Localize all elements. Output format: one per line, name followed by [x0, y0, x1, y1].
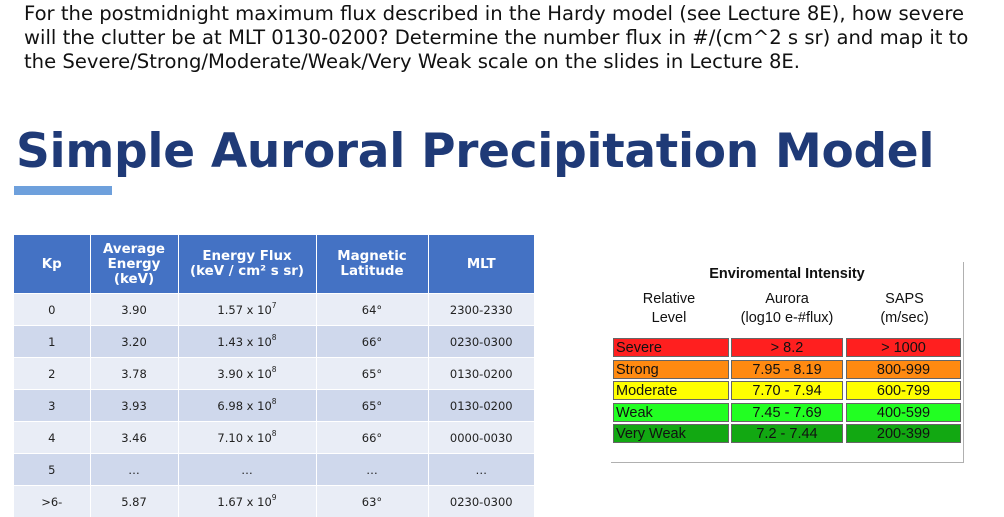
cell-kp: 0 [14, 294, 90, 326]
cell-latitude: 66° [316, 326, 428, 358]
cell-mlt: 0130-0200 [428, 358, 534, 390]
header-saps-line1: SAPS [885, 291, 924, 307]
cell-mlt: 2300-2330 [428, 294, 534, 326]
cell-energy: 3.20 [90, 326, 178, 358]
cell-flux [178, 294, 316, 326]
cell-mlt: … [428, 454, 534, 486]
cell-saps: 400-599 [846, 403, 961, 422]
header-energy-line1: Average [103, 242, 165, 257]
intensity-row-severe [613, 338, 963, 360]
cell-latitude: 65° [316, 358, 428, 390]
cell-aurora: 7.45 - 7.69 [731, 403, 843, 422]
header-magnetic-latitude [316, 235, 428, 294]
cell-flux [178, 454, 316, 486]
cell-latitude: 63° [316, 486, 428, 517]
header-energy-line2: Energy [108, 257, 161, 272]
header-mlt-label: MLT [467, 257, 496, 272]
cell-level: Weak [613, 403, 729, 422]
flux-mantissa: 1.43 x 10 [217, 335, 271, 349]
flux-mantissa: 1.57 x 10 [217, 303, 271, 317]
cell-level: Strong [613, 360, 729, 379]
header-relative-level [611, 290, 727, 328]
cell-latitude: 66° [316, 422, 428, 454]
header-flux-line1: Energy Flux [202, 249, 291, 264]
env-table-title: Enviromental Intensity [611, 266, 963, 282]
flux-mantissa: 3.90 x 10 [217, 367, 271, 381]
cell-kp: >6- [14, 486, 90, 517]
header-average-energy [90, 235, 178, 294]
cell-flux [178, 326, 316, 358]
cell-kp: 5 [14, 454, 90, 486]
table-row [14, 422, 534, 454]
header-aurora-line2: (log10 e-#flux) [741, 310, 834, 326]
header-mlt [428, 235, 534, 294]
flux-exponent: 9 [272, 493, 277, 502]
cell-saps: > 1000 [846, 338, 961, 357]
intensity-row-moderate [613, 381, 963, 403]
cell-saps: 200-399 [846, 424, 961, 443]
cell-level: Very Weak [613, 424, 729, 443]
cell-kp: 4 [14, 422, 90, 454]
env-rows [613, 338, 963, 446]
header-energy-line3: (keV) [114, 272, 154, 287]
cell-energy: 3.90 [90, 294, 178, 326]
cell-flux [178, 422, 316, 454]
cell-energy: 3.46 [90, 422, 178, 454]
flux-exponent: 7 [272, 301, 277, 310]
environmental-intensity-table [611, 262, 964, 463]
intensity-row-very-weak [613, 424, 963, 446]
flux-mantissa: … [241, 463, 253, 477]
header-level-line2: Level [652, 310, 687, 326]
cell-level: Severe [613, 338, 729, 357]
flux-exponent: 8 [272, 365, 277, 374]
table-row [14, 454, 534, 486]
cell-flux [178, 486, 316, 517]
cell-level: Moderate [613, 381, 729, 400]
flux-mantissa: 7.10 x 10 [217, 431, 271, 445]
slide-title: Simple Auroral Precipitation Model [16, 124, 934, 179]
title-underline [14, 186, 112, 195]
header-aurora [729, 290, 845, 328]
hardy-model-table [14, 235, 534, 517]
cell-flux [178, 390, 316, 422]
table-row [14, 358, 534, 390]
cell-energy: … [90, 454, 178, 486]
header-saps [846, 290, 963, 328]
cell-energy: 3.93 [90, 390, 178, 422]
cell-aurora: 7.70 - 7.94 [731, 381, 843, 400]
cell-mlt: 0230-0300 [428, 486, 534, 517]
header-saps-line2: (m/sec) [880, 310, 928, 326]
flux-exponent: 8 [272, 429, 277, 438]
cell-saps: 800-999 [846, 360, 961, 379]
cell-latitude: 65° [316, 390, 428, 422]
cell-latitude: 64° [316, 294, 428, 326]
cell-mlt: 0000-0030 [428, 422, 534, 454]
cell-kp: 2 [14, 358, 90, 390]
table-row [14, 390, 534, 422]
table-row [14, 294, 534, 326]
header-level-line1: Relative [643, 291, 695, 307]
flux-exponent: 8 [272, 333, 277, 342]
header-kp-label: Kp [42, 257, 62, 272]
header-flux-line2: (keV / cm² s sr) [190, 264, 304, 279]
flux-exponent: 8 [272, 397, 277, 406]
header-lat-line2: Latitude [340, 264, 403, 279]
cell-aurora: 7.95 - 8.19 [731, 360, 843, 379]
flux-mantissa: 1.67 x 10 [217, 495, 271, 509]
intensity-row-strong [613, 360, 963, 382]
cell-kp: 1 [14, 326, 90, 358]
header-aurora-line1: Aurora [765, 291, 809, 307]
cell-aurora: > 8.2 [731, 338, 843, 357]
cell-energy: 5.87 [90, 486, 178, 517]
cell-mlt: 0230-0300 [428, 326, 534, 358]
header-energy-flux [178, 235, 316, 294]
cell-aurora: 7.2 - 7.44 [731, 424, 843, 443]
cell-mlt: 0130-0200 [428, 390, 534, 422]
table-row [14, 486, 534, 517]
question-text: For the postmidnight maximum flux described in the Hardy model (see Lecture 8E), how severe will the clutter be at MLT 0130-0200? Determine the number flux in #/(cm^2 s sr) and map it to the Severe/Strong/Moderate/Weak/Very Weak scale on the slides in Lecture 8E. [24, 2, 974, 74]
cell-kp: 3 [14, 390, 90, 422]
table-row [14, 326, 534, 358]
cell-latitude: … [316, 454, 428, 486]
cell-energy: 3.78 [90, 358, 178, 390]
flux-mantissa: 6.98 x 10 [217, 399, 271, 413]
table-header-row [14, 235, 534, 294]
intensity-row-weak [613, 403, 963, 425]
cell-saps: 600-799 [846, 381, 961, 400]
header-lat-line1: Magnetic [337, 249, 407, 264]
cell-flux [178, 358, 316, 390]
header-kp [14, 235, 90, 294]
